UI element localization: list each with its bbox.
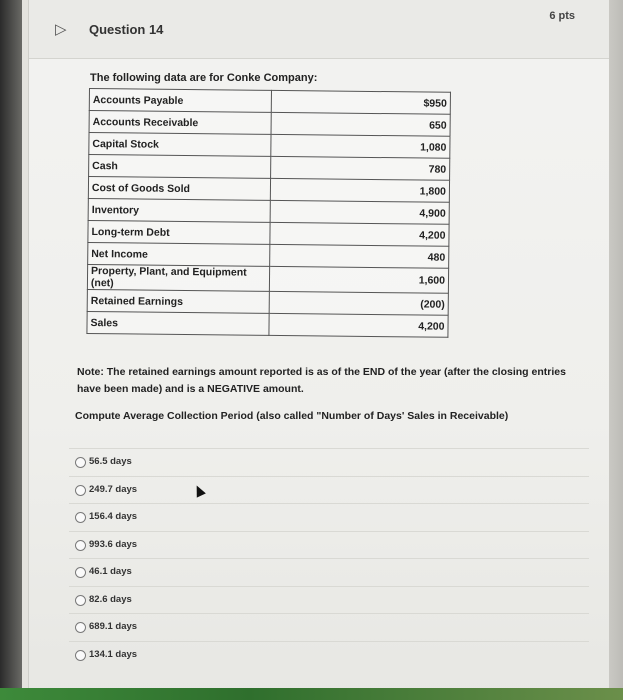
answer-option-1[interactable] bbox=[69, 448, 589, 476]
answer-label[interactable]: 46.1 days bbox=[89, 566, 132, 577]
answer-label[interactable]: 689.1 days bbox=[89, 621, 138, 632]
row-value: 780 bbox=[271, 156, 450, 180]
answer-label[interactable]: 156.4 days bbox=[89, 511, 138, 522]
flag-question-icon[interactable]: ▷ bbox=[55, 21, 67, 38]
financial-data-table bbox=[86, 88, 451, 338]
row-label: Accounts Payable bbox=[89, 89, 271, 113]
answer-option-5[interactable] bbox=[69, 558, 589, 586]
answer-option-4[interactable] bbox=[69, 531, 589, 559]
answer-label[interactable]: 249.7 days bbox=[89, 483, 138, 495]
row-value: 4,900 bbox=[270, 200, 449, 224]
question-header bbox=[29, 0, 609, 59]
radio-button[interactable] bbox=[75, 650, 86, 661]
answer-label[interactable]: 82.6 days bbox=[89, 593, 132, 605]
answer-option-6[interactable] bbox=[69, 586, 589, 614]
row-label: Accounts Receivable bbox=[89, 111, 271, 135]
answer-option-3[interactable] bbox=[69, 503, 589, 531]
row-label: Inventory bbox=[88, 198, 270, 222]
row-value: (200) bbox=[269, 291, 448, 315]
question-card bbox=[28, 0, 609, 700]
table-row bbox=[87, 264, 448, 293]
answer-option-2[interactable] bbox=[69, 476, 589, 504]
answer-list bbox=[69, 448, 589, 668]
row-label: Capital Stock bbox=[89, 133, 271, 157]
row-label: Property, Plant, and Equipment (net) bbox=[87, 264, 269, 291]
radio-button[interactable] bbox=[75, 512, 86, 523]
desk-edge bbox=[0, 688, 623, 700]
row-label: Retained Earnings bbox=[87, 289, 269, 313]
radio-button[interactable] bbox=[75, 485, 86, 496]
answer-label[interactable]: 56.5 days bbox=[89, 456, 132, 467]
retained-earnings-note: Note: The retained earnings amount reported is as of the END of the year (after the closing entries have been made) and is a NEGATIVE amount. bbox=[77, 366, 566, 395]
radio-button[interactable] bbox=[75, 595, 86, 606]
points-badge: 6 pts bbox=[549, 10, 575, 22]
row-label: Sales bbox=[87, 311, 269, 335]
answer-option-7[interactable] bbox=[69, 613, 589, 641]
radio-button[interactable] bbox=[75, 567, 86, 578]
row-value: 1,080 bbox=[271, 134, 450, 158]
row-value: $950 bbox=[271, 90, 450, 114]
table-row bbox=[87, 311, 448, 337]
row-value: 4,200 bbox=[269, 313, 448, 337]
desk-background-left bbox=[0, 0, 22, 700]
answer-label[interactable]: 993.6 days bbox=[89, 538, 138, 550]
row-value: 480 bbox=[270, 244, 449, 268]
row-label: Cost of Goods Sold bbox=[88, 177, 270, 201]
radio-button[interactable] bbox=[75, 457, 86, 468]
answer-label[interactable]: 134.1 days bbox=[89, 648, 138, 660]
row-label: Net Income bbox=[88, 242, 270, 266]
row-value: 1,600 bbox=[269, 266, 448, 293]
question-intro: The following data are for Conke Company: bbox=[90, 72, 318, 84]
radio-button[interactable] bbox=[75, 622, 86, 633]
row-value: 4,200 bbox=[270, 222, 449, 246]
question-prompt: Compute Average Collection Period (also called "Number of Days' Sales in Receivable) bbox=[75, 410, 509, 422]
row-value: 1,800 bbox=[270, 178, 449, 202]
row-label: Cash bbox=[89, 155, 271, 179]
question-title: Question 14 bbox=[89, 22, 164, 37]
answer-option-8[interactable] bbox=[69, 641, 589, 669]
radio-button[interactable] bbox=[75, 540, 86, 551]
row-label: Long-term Debt bbox=[88, 220, 270, 244]
row-value: 650 bbox=[271, 112, 450, 136]
